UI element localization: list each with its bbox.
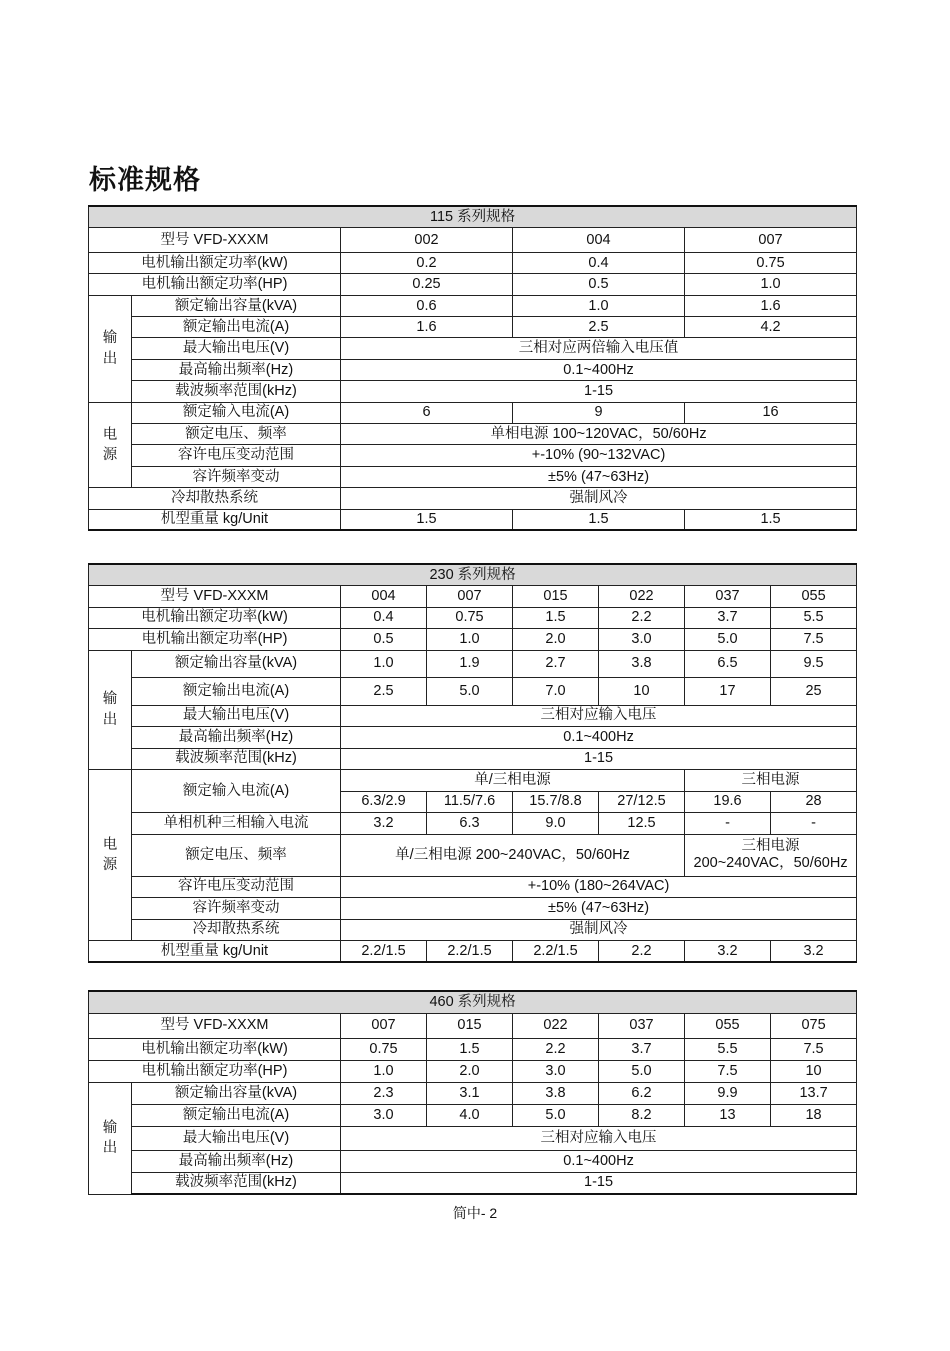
value-cell: 12.5	[599, 813, 685, 835]
value-cell: 1-15	[341, 1172, 857, 1194]
row-label-input-current: 额定输入电流(A)	[132, 770, 341, 813]
value-cell: ±5% (47~63Hz)	[341, 898, 857, 920]
row-label-max-voltage: 最大输出电压(V)	[132, 705, 341, 727]
group-label-power: 电 源	[89, 770, 132, 941]
value-cell: 1.0	[427, 629, 513, 651]
row-label-max-frequency: 最高输出频率(Hz)	[132, 727, 341, 749]
row-label-hp: 电机输出额定功率(HP)	[89, 274, 341, 295]
row-label-kva: 额定输出容量(kVA)	[132, 295, 341, 316]
value-cell: 1.5	[341, 509, 513, 530]
value-cell: 2.0	[513, 629, 599, 651]
group-label-power: 电 源	[89, 402, 132, 488]
value-cell: 2.2/1.5	[341, 941, 427, 963]
value-cell: 单相电源 100~120VAC，50/60Hz	[341, 424, 857, 445]
row-label-voltage-frequency: 额定电压、频率	[132, 834, 341, 876]
value-cell: 1.0	[685, 274, 857, 295]
row-label-weight: 机型重量 kg/Unit	[89, 941, 341, 963]
value-cell: 1.6	[685, 295, 857, 316]
value-cell: 17	[685, 677, 771, 705]
value-cell: 2.2/1.5	[513, 941, 599, 963]
model-cell: 075	[771, 1013, 857, 1038]
row-label-model: 型号 VFD-XXXM	[89, 1013, 341, 1038]
value-cell: 2.5	[513, 317, 685, 338]
value-cell: 0.5	[341, 629, 427, 651]
value-cell: 1-15	[341, 381, 857, 402]
value-cell: 9	[513, 402, 685, 423]
three-phase-voltage: 200~240VAC，50/60Hz	[693, 855, 848, 871]
model-cell: 022	[513, 1013, 599, 1038]
row-label-voltage-frequency: 额定电压、频率	[132, 424, 341, 445]
value-cell: 0.1~400Hz	[341, 727, 857, 749]
value-cell: 0.75	[341, 1038, 427, 1060]
value-cell: 27/12.5	[599, 791, 685, 813]
model-cell: 037	[685, 586, 771, 608]
value-cell: 三相对应输入电压	[341, 1126, 857, 1150]
group-label-output: 输 出	[89, 650, 132, 770]
value-cell: 2.0	[427, 1060, 513, 1082]
value-cell: 19.6	[685, 791, 771, 813]
value-cell: 5.0	[513, 1104, 599, 1126]
value-cell: 5.0	[599, 1060, 685, 1082]
value-cell: 9.9	[685, 1082, 771, 1104]
value-cell: 2.2	[599, 607, 685, 629]
value-cell: 强制风冷	[341, 919, 857, 941]
value-cell: 5.0	[685, 629, 771, 651]
model-cell: 037	[599, 1013, 685, 1038]
value-cell: 10	[771, 1060, 857, 1082]
spec-table-115	[88, 205, 857, 531]
row-label-kw: 电机输出额定功率(kW)	[89, 252, 341, 273]
value-cell: 1.6	[341, 317, 513, 338]
value-cell: 6	[341, 402, 513, 423]
row-label-input-current: 额定输入电流(A)	[132, 402, 341, 423]
value-cell: ±5% (47~63Hz)	[341, 466, 857, 487]
spec-table-230	[88, 563, 857, 963]
value-cell: 3.1	[427, 1082, 513, 1104]
value-cell: 2.3	[341, 1082, 427, 1104]
value-cell: 8.2	[599, 1104, 685, 1126]
value-cell: 1-15	[341, 748, 857, 770]
value-cell: 3.0	[599, 629, 685, 651]
value-cell: 0.4	[513, 252, 685, 273]
phase-heading: 三相电源	[685, 770, 857, 792]
value-cell: 10	[599, 677, 685, 705]
value-cell: 0.25	[341, 274, 513, 295]
value-cell: 强制风冷	[341, 488, 857, 509]
row-label-model: 型号 VFD-XXXM	[89, 586, 341, 608]
three-phase-label: 三相电源	[741, 838, 800, 855]
value-cell: -	[685, 813, 771, 835]
value-cell: 0.6	[341, 295, 513, 316]
value-cell: +-10% (90~132VAC)	[341, 445, 857, 466]
value-cell: 1.5	[513, 607, 599, 629]
row-label-max-voltage: 最大输出电压(V)	[132, 1126, 341, 1150]
value-cell: 16	[685, 402, 857, 423]
value-cell: 3.8	[599, 650, 685, 677]
value-cell: 三相对应两倍输入电压值	[341, 338, 857, 359]
value-cell: 1.0	[341, 650, 427, 677]
value-cell: 3.7	[685, 607, 771, 629]
value-cell: 4.2	[685, 317, 857, 338]
model-cell: 002	[341, 227, 513, 252]
value-cell: 3.2	[771, 941, 857, 963]
value-cell: 3.2	[685, 941, 771, 963]
value-cell: 7.5	[771, 629, 857, 651]
value-cell: 1.0	[341, 1060, 427, 1082]
row-label-output-current: 额定输出电流(A)	[132, 677, 341, 705]
row-label-weight: 机型重量 kg/Unit	[89, 509, 341, 530]
value-cell: 6.2	[599, 1082, 685, 1104]
model-cell: 055	[771, 586, 857, 608]
value-cell: 3.0	[341, 1104, 427, 1126]
value-cell: 2.2	[513, 1038, 599, 1060]
value-cell: 7.0	[513, 677, 599, 705]
row-label-frequency-tolerance: 容许频率变动	[132, 898, 341, 920]
value-cell: 18	[771, 1104, 857, 1126]
row-label-carrier: 载波频率范围(kHz)	[132, 1172, 341, 1194]
model-cell: 007	[341, 1013, 427, 1038]
model-cell: 015	[427, 1013, 513, 1038]
model-cell: 004	[341, 586, 427, 608]
model-cell: 007	[427, 586, 513, 608]
value-cell: 11.5/7.6	[427, 791, 513, 813]
row-label-max-frequency: 最高输出频率(Hz)	[132, 359, 341, 380]
row-label-kw: 电机输出额定功率(kW)	[89, 1038, 341, 1060]
row-label-hp: 电机输出额定功率(HP)	[89, 1060, 341, 1082]
value-cell: 28	[771, 791, 857, 813]
value-cell: 7.5	[771, 1038, 857, 1060]
value-cell: 5.0	[427, 677, 513, 705]
value-cell: 1.9	[427, 650, 513, 677]
value-cell: 1.5	[427, 1038, 513, 1060]
value-cell: 6.3	[427, 813, 513, 835]
row-label-output-current: 额定输出电流(A)	[132, 1104, 341, 1126]
row-label-kw: 电机输出额定功率(kW)	[89, 607, 341, 629]
value-cell: 5.5	[771, 607, 857, 629]
value-cell: 0.5	[513, 274, 685, 295]
model-cell: 015	[513, 586, 599, 608]
value-cell: 0.1~400Hz	[341, 359, 857, 380]
model-cell: 004	[513, 227, 685, 252]
value-cell: 6.5	[685, 650, 771, 677]
row-label-model: 型号 VFD-XXXM	[89, 227, 341, 252]
model-cell: 022	[599, 586, 685, 608]
phase-heading: 单/三相电源	[341, 770, 685, 792]
row-label-max-frequency: 最高输出频率(Hz)	[132, 1150, 341, 1172]
value-cell: 三相对应输入电压	[341, 705, 857, 727]
value-cell: 2.7	[513, 650, 599, 677]
value-cell: 3.0	[513, 1060, 599, 1082]
row-label-carrier: 载波频率范围(kHz)	[132, 381, 341, 402]
value-cell: 2.5	[341, 677, 427, 705]
value-cell: 0.4	[341, 607, 427, 629]
value-cell: 3.2	[341, 813, 427, 835]
row-label-output-current: 额定输出电流(A)	[132, 317, 341, 338]
row-label-carrier: 载波频率范围(kHz)	[132, 748, 341, 770]
row-label-single-three-input: 单相机种三相输入电流	[132, 813, 341, 835]
value-cell: 5.5	[685, 1038, 771, 1060]
value-cell: 3.8	[513, 1082, 599, 1104]
series-header: 460 系列规格	[89, 991, 857, 1013]
series-header: 115 系列规格	[89, 206, 857, 227]
value-cell: 9.0	[513, 813, 599, 835]
row-label-hp: 电机输出额定功率(HP)	[89, 629, 341, 651]
value-cell: 单/三相电源 200~240VAC，50/60Hz	[341, 834, 685, 876]
row-label-kva: 额定输出容量(kVA)	[132, 1082, 341, 1104]
group-label-output: 输 出	[89, 1082, 132, 1194]
page-footer: 简中- 2	[452, 1205, 498, 1221]
value-cell: 6.3/2.9	[341, 791, 427, 813]
value-cell: -	[771, 813, 857, 835]
model-cell: 007	[685, 227, 857, 252]
row-label-max-voltage: 最大输出电压(V)	[132, 338, 341, 359]
value-cell-three-phase	[685, 834, 857, 876]
group-label-output: 输 出	[89, 295, 132, 402]
value-cell: 0.2	[341, 252, 513, 273]
page-title: 标准规格	[89, 165, 201, 196]
value-cell: 9.5	[771, 650, 857, 677]
value-cell: 0.1~400Hz	[341, 1150, 857, 1172]
spec-table-460	[88, 990, 857, 1195]
row-label-cooling: 冷却散热系统	[132, 919, 341, 941]
value-cell: 1.5	[513, 509, 685, 530]
series-header: 230 系列规格	[89, 564, 857, 586]
row-label-voltage-tolerance: 容许电压变动范围	[132, 876, 341, 898]
value-cell: 4.0	[427, 1104, 513, 1126]
value-cell: 15.7/8.8	[513, 791, 599, 813]
value-cell: 2.2	[599, 941, 685, 963]
value-cell: +-10% (180~264VAC)	[341, 876, 857, 898]
value-cell: 2.2/1.5	[427, 941, 513, 963]
row-label-kva: 额定输出容量(kVA)	[132, 650, 341, 677]
value-cell: 25	[771, 677, 857, 705]
value-cell: 13	[685, 1104, 771, 1126]
model-cell: 055	[685, 1013, 771, 1038]
value-cell: 0.75	[685, 252, 857, 273]
value-cell: 3.7	[599, 1038, 685, 1060]
value-cell: 13.7	[771, 1082, 857, 1104]
value-cell: 1.0	[513, 295, 685, 316]
row-label-frequency-tolerance: 容许频率变动	[132, 466, 341, 487]
value-cell: 7.5	[685, 1060, 771, 1082]
row-label-cooling: 冷却散热系统	[89, 488, 341, 509]
value-cell: 1.5	[685, 509, 857, 530]
value-cell: 0.75	[427, 607, 513, 629]
row-label-voltage-tolerance: 容许电压变动范围	[132, 445, 341, 466]
